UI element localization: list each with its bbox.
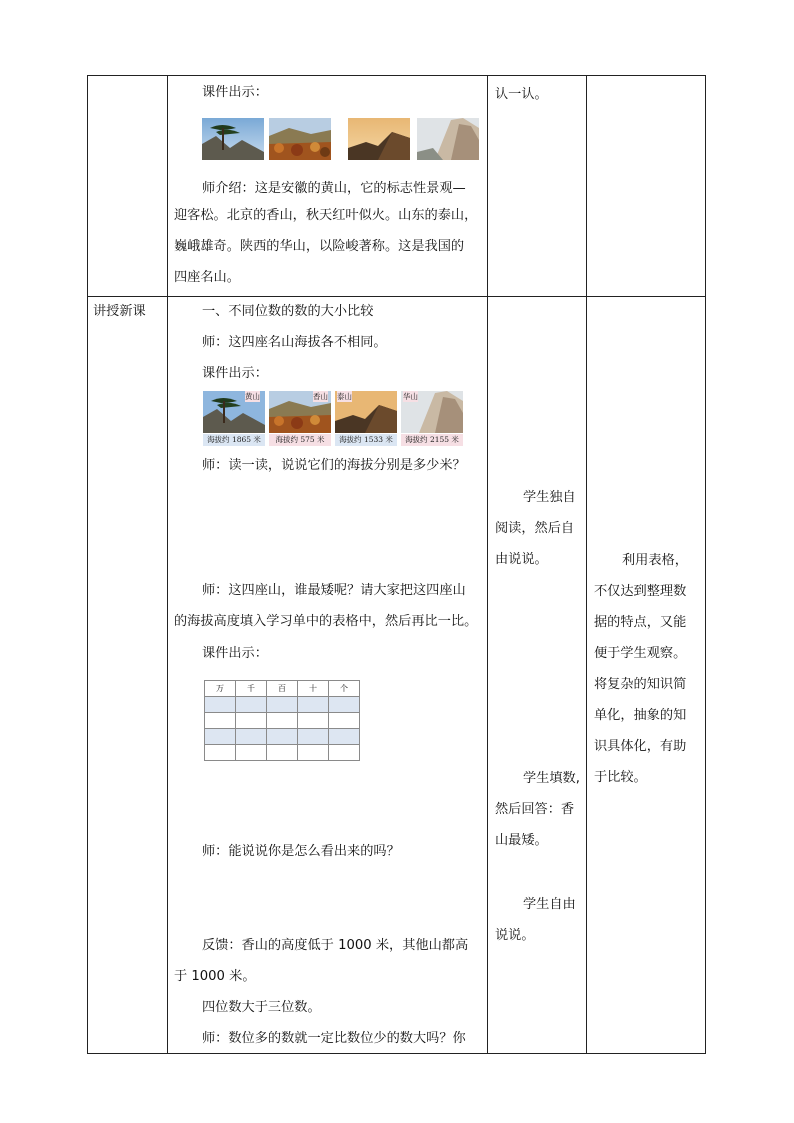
design-note: 将复杂的知识简: [594, 677, 687, 692]
table-cell: [267, 729, 298, 745]
table-left-border: [87, 75, 88, 1054]
taishan-photo: [348, 118, 410, 160]
teacher-line: 师：这四座名山海拔各不相同。: [202, 335, 387, 350]
altitude-caption: 海拔约 1865 米: [203, 434, 265, 446]
xiangshan-photo: [269, 118, 331, 160]
teacher-line: 的海拔高度填入学习单中的表格中，然后再比一比。: [174, 614, 478, 629]
student-activity: 学生填数,: [523, 771, 580, 786]
table-top-border: [87, 75, 706, 76]
student-activity: 学生自由: [523, 897, 576, 912]
teacher-line: 师：这四座山，谁最矮呢？请大家把这四座山: [202, 583, 466, 598]
section-label: 讲授新课: [93, 304, 146, 319]
table-cell: [329, 697, 360, 713]
mountain-name-tag: 香山: [313, 392, 328, 401]
design-note: 于比较。: [594, 770, 647, 785]
altitude-caption: 海拔约 575 米: [269, 434, 331, 446]
intro-line: 迎客松。北京的香山，秋天红叶似火。山东的泰山，: [174, 208, 478, 223]
student-activity: 阅读，然后自: [495, 521, 575, 536]
table-cell: [329, 745, 360, 761]
teacher-line: 师：数位多的数就一定比数位少的数大吗？你: [202, 1031, 466, 1046]
intro-line: 师介绍：这是安徽的黄山，它的标志性景观—: [202, 181, 466, 196]
table-cell: [267, 745, 298, 761]
student-activity: 学生独自: [523, 490, 576, 505]
teacher-line: 师：能说说你是怎么看出来的吗？: [202, 844, 400, 859]
table-cell: [298, 713, 329, 729]
table-cell: [205, 729, 236, 745]
table-cell: [298, 729, 329, 745]
place-header: 十: [298, 681, 329, 697]
table-cell: [205, 713, 236, 729]
feedback-line: 于 1000 米。: [174, 969, 256, 984]
table-cell: [236, 729, 267, 745]
design-note: 不仅达到整理数: [594, 584, 687, 599]
intro-line: 四座名山。: [174, 270, 240, 285]
table-bottom-border: [87, 1053, 706, 1054]
place-header: 千: [236, 681, 267, 697]
mountain-name-tag: 华山: [403, 392, 418, 401]
teacher-line: 师：读一读，说说它们的海拔分别是多少米？: [202, 458, 466, 473]
table-cell: [236, 697, 267, 713]
table-cell: [205, 745, 236, 761]
column-divider: [586, 75, 587, 1054]
place-value-table: [204, 680, 360, 761]
table-right-border: [705, 75, 706, 1054]
table-cell: [298, 745, 329, 761]
place-header: 个: [329, 681, 360, 697]
conclusion-line: 四位数大于三位数。: [202, 1000, 321, 1015]
student-activity: 由说说。: [495, 552, 548, 567]
design-note: 识具体化，有助: [594, 739, 687, 754]
courseware-label: 课件出示：: [202, 85, 268, 100]
table-cell: [267, 697, 298, 713]
table-cell: [236, 745, 267, 761]
table-cell: [205, 697, 236, 713]
row-divider: [87, 296, 706, 297]
table-cell: [236, 713, 267, 729]
table-cell: [329, 713, 360, 729]
huashan-photo: [417, 118, 479, 160]
student-activity: 然后回答：香: [495, 802, 575, 817]
courseware-label: 课件出示：: [202, 646, 268, 661]
feedback-line: 反馈：香山的高度低于 1000 米，其他山都高: [202, 938, 469, 953]
place-header: 百: [267, 681, 298, 697]
table-cell: [329, 729, 360, 745]
design-note: 便于学生观察。: [594, 646, 687, 661]
place-header: 万: [205, 681, 236, 697]
student-activity: 山最矮。: [495, 833, 548, 848]
design-note: 单化，抽象的知: [594, 708, 687, 723]
column-divider: [167, 75, 168, 1054]
section-heading: 一、不同位数的数的大小比较: [202, 304, 374, 319]
mountain-name-tag: 泰山: [337, 392, 352, 401]
intro-line: 巍峨雄奇。陕西的华山，以险峻著称。这是我国的: [174, 239, 465, 254]
column-divider: [487, 75, 488, 1054]
table-cell: [298, 697, 329, 713]
design-note: 据的特点，又能: [594, 615, 687, 630]
huangshan-photo: [202, 118, 264, 160]
student-activity: 说说。: [495, 928, 535, 943]
altitude-caption: 海拔约 1533 米: [335, 434, 397, 446]
mountain-name-tag: 黄山: [245, 392, 260, 401]
table-cell: [267, 713, 298, 729]
student-activity: 认一认。: [495, 87, 548, 102]
design-note: 利用表格，: [622, 553, 688, 568]
altitude-caption: 海拔约 2155 米: [401, 434, 463, 446]
courseware-label: 课件出示：: [202, 366, 268, 381]
